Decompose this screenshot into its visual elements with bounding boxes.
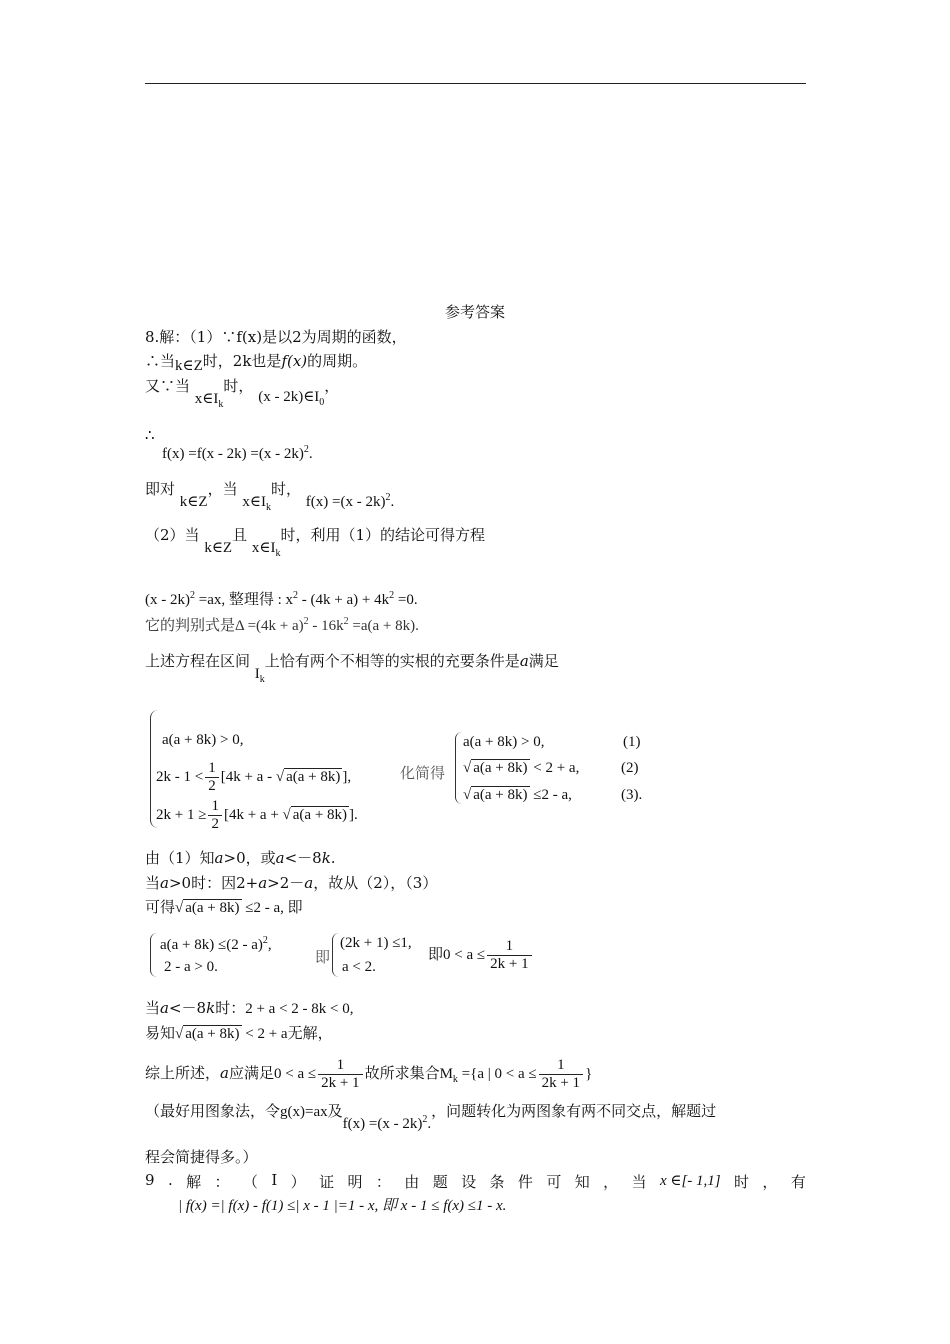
text: 及 bbox=[327, 1102, 343, 1120]
q9-token: 条 bbox=[489, 1173, 505, 1191]
sub: k bbox=[218, 399, 224, 410]
math: 2 + a < 2 - 8k < 0, bbox=[245, 1001, 354, 1017]
denominator: 2 bbox=[208, 778, 216, 795]
math: , bbox=[267, 937, 272, 953]
sub: k bbox=[452, 1074, 458, 1085]
text: 满足 bbox=[528, 652, 559, 670]
math: =ax, 整理得 : x bbox=[195, 592, 294, 608]
text: 即对 bbox=[145, 480, 176, 498]
text: 时，利用（1）的结论可得方程 bbox=[280, 526, 486, 544]
text: ，故从（2），（3） bbox=[313, 874, 438, 892]
sys2-row-2: √ a(a + 8k) < 2 + a, bbox=[463, 760, 580, 776]
sys4-row-1: (2k + 1) ≤1, bbox=[340, 935, 412, 951]
text: ， bbox=[324, 377, 340, 395]
math: < 2 + a bbox=[241, 1026, 288, 1042]
text: 又∵当 bbox=[145, 377, 191, 395]
math: 2k - 1 < bbox=[156, 769, 204, 785]
numerator: 1 bbox=[487, 938, 531, 956]
sqrt-content: a(a + 8k) bbox=[185, 900, 240, 916]
q9-token: 解 bbox=[186, 1173, 202, 1191]
q9-token: 证 bbox=[319, 1173, 335, 1191]
sqrt-content: a(a + 8k) bbox=[286, 769, 341, 785]
q9-token: ， bbox=[603, 1173, 619, 1191]
q9-token: ， bbox=[762, 1173, 778, 1191]
q8-line-5 bbox=[145, 476, 395, 513]
math: < 2 + a, bbox=[533, 760, 580, 776]
text: 无解， bbox=[287, 1024, 333, 1042]
q8-line-8 bbox=[145, 612, 419, 636]
sup: 2 bbox=[190, 590, 195, 601]
math-a: a bbox=[304, 874, 314, 892]
text: 综上所述， bbox=[145, 1064, 221, 1082]
sub: k bbox=[275, 548, 281, 559]
text: 当 bbox=[145, 874, 161, 892]
left-brace bbox=[150, 933, 157, 977]
math-k-in-z: k∈Z bbox=[175, 358, 203, 374]
sys1-row-3: 2k + 1 ≥ $\frac{1}{2}$ [4k + a + √ a(a + 8k) ]. bbox=[156, 798, 358, 833]
q9-line-1 bbox=[145, 1171, 806, 1192]
text: 上恰有两个不相等的实根的充要条件是 bbox=[264, 652, 520, 670]
fraction-half bbox=[208, 798, 222, 833]
text: ∴当 bbox=[145, 352, 176, 370]
math-fx: f(x) bbox=[281, 352, 308, 370]
sup: 2 bbox=[422, 1114, 428, 1125]
math-x-in-ik bbox=[194, 391, 224, 410]
math: - 16k bbox=[308, 618, 344, 634]
q9-token: Ⅰ bbox=[271, 1171, 278, 1189]
math: ≤2 - a, bbox=[533, 787, 572, 803]
q9-token: ： bbox=[214, 1173, 230, 1191]
math: . bbox=[308, 446, 313, 462]
q8-line-14: 易知√ a(a + 8k) < 2 + a无解， bbox=[145, 1024, 333, 1042]
q8-line-10 bbox=[145, 848, 336, 868]
math: - (4k + a) + 4k bbox=[298, 592, 390, 608]
sub: k bbox=[259, 674, 265, 685]
text: >0，或 bbox=[223, 849, 276, 867]
header-rule bbox=[145, 83, 806, 84]
math: ≤2 - a, 即 bbox=[241, 900, 303, 916]
math: x∈I bbox=[251, 540, 276, 556]
q9-line-2: | f(x) =| f(x) - f(1) ≤| x - 1 |=1 - x, 即 x - 1 ≤ f(x) ≤1 - x. bbox=[178, 1198, 507, 1214]
fraction bbox=[318, 1057, 362, 1092]
sys1-row-1: a(a + 8k) > 0, bbox=[162, 732, 244, 748]
sys2-row-3: √ a(a + 8k) ≤2 - a, bbox=[463, 787, 572, 803]
text: 应满足 bbox=[228, 1064, 274, 1082]
math: =0. bbox=[394, 592, 418, 608]
math: 即0 < a ≤ bbox=[428, 946, 486, 963]
text: 由（1）知 bbox=[145, 849, 215, 867]
text: （最好用图象法，令 bbox=[145, 1102, 281, 1120]
denominator: 2k + 1 bbox=[490, 956, 529, 972]
q9-token: ） bbox=[290, 1173, 306, 1191]
simplify-label: 化简得 bbox=[400, 764, 446, 782]
fraction bbox=[487, 938, 531, 973]
q9-token: 题 bbox=[432, 1173, 448, 1191]
numerator: 1 bbox=[539, 1057, 583, 1075]
math: x∈I bbox=[242, 494, 266, 510]
text: 可得 bbox=[145, 898, 176, 916]
q8-line-17: 程会简捷得多。） bbox=[145, 1148, 258, 1166]
math: (x - 2k)∈I bbox=[258, 389, 320, 405]
denominator: 2k + 1 bbox=[541, 1074, 581, 1091]
sup: 2 bbox=[385, 492, 391, 503]
q9-token: 知 bbox=[574, 1173, 590, 1191]
fraction-half bbox=[205, 760, 219, 795]
q8-line-6 bbox=[145, 525, 486, 559]
sqrt-content: a(a + 8k) bbox=[292, 807, 348, 823]
page-title: 参考答案 bbox=[444, 303, 505, 321]
math-k-in-z: k∈Z bbox=[204, 540, 233, 556]
q8-line-1: 8.解：（1）∵f(x)是以2为周期的函数， bbox=[145, 328, 407, 346]
text: 时， bbox=[223, 377, 254, 395]
math-k: k bbox=[206, 999, 216, 1017]
math-a: a bbox=[160, 999, 169, 1017]
sys3-row-1 bbox=[160, 935, 272, 954]
q9-token: （ bbox=[242, 1173, 258, 1191]
text: 易知 bbox=[145, 1024, 176, 1042]
ji-label: 即 bbox=[315, 948, 331, 966]
q9-token: 9 bbox=[145, 1171, 155, 1189]
math: f(x) =(x - 2k) bbox=[305, 494, 386, 510]
q9-token: 明 bbox=[347, 1173, 363, 1191]
q9-token: 件 bbox=[517, 1173, 533, 1191]
text: <－8 bbox=[284, 849, 322, 867]
math-fx-eq bbox=[343, 1116, 431, 1132]
math: ], bbox=[342, 769, 352, 785]
q8-line-11 bbox=[145, 873, 437, 893]
math: 它的判别式是Δ =(4k + a) bbox=[145, 618, 304, 634]
fraction bbox=[539, 1057, 583, 1092]
text: 当 bbox=[145, 999, 161, 1017]
text: >0时：因2+ bbox=[168, 874, 259, 892]
math-a: a bbox=[214, 849, 224, 867]
eq-tag-3: (3). bbox=[621, 787, 643, 803]
sup: 2 bbox=[293, 590, 299, 601]
q8-line-7 bbox=[145, 586, 418, 610]
q8-line-12: 可得√ a(a + 8k) ≤2 - a, 即 bbox=[145, 898, 303, 916]
sys4-row-2: a < 2. bbox=[342, 959, 376, 975]
math: . bbox=[390, 494, 395, 510]
sqrt-content: a(a + 8k) bbox=[473, 760, 528, 776]
eq-tag-1: (1) bbox=[623, 734, 641, 750]
q9-token: 设 bbox=[461, 1173, 477, 1191]
sup: 2 bbox=[303, 616, 309, 627]
text: 的周期。 bbox=[307, 352, 368, 370]
math-a: a bbox=[275, 849, 285, 867]
text: <－8 bbox=[168, 999, 207, 1017]
sys3-row-2: 2 - a > 0. bbox=[164, 959, 218, 975]
q9-token: 当 bbox=[631, 1173, 647, 1191]
math: x∈I bbox=[194, 391, 219, 407]
sup: 2 bbox=[303, 444, 309, 455]
math-a: a bbox=[160, 874, 169, 892]
sqrt-content: a(a + 8k) bbox=[185, 1026, 240, 1042]
math: (x - 2k) bbox=[145, 592, 190, 608]
text: ，问题转化为两图象有两不同交点，解题过 bbox=[431, 1102, 717, 1120]
q9-token: 由 bbox=[404, 1173, 420, 1191]
q8-line-4 bbox=[145, 425, 155, 445]
q9-token: 时 bbox=[734, 1173, 750, 1191]
text: 时， bbox=[270, 480, 301, 498]
math: M bbox=[439, 1066, 453, 1082]
q9-token: x ∈[- 1,1] bbox=[659, 1173, 721, 1189]
numerator: 1 bbox=[205, 760, 219, 778]
eq-tag-2: (2) bbox=[621, 760, 639, 776]
text: 且 bbox=[232, 526, 248, 544]
math-ik bbox=[254, 666, 265, 685]
sys2-row-1: a(a + 8k) > 0, bbox=[463, 734, 545, 750]
sup: 2 bbox=[343, 616, 349, 627]
math: [4k + a + bbox=[223, 807, 279, 823]
math: f(x) =(x - 2k) bbox=[342, 1116, 423, 1132]
sup: 2 bbox=[262, 935, 268, 946]
q8-line-3 bbox=[145, 376, 340, 410]
q9-token: ： bbox=[375, 1173, 391, 1191]
math-a: a bbox=[258, 874, 268, 892]
math-x-in-ik bbox=[242, 494, 271, 513]
q9-token: 可 bbox=[546, 1173, 562, 1191]
math-a: a bbox=[220, 1064, 229, 1082]
text: 时： bbox=[215, 999, 246, 1017]
math: [4k + a - bbox=[220, 769, 273, 785]
text: . bbox=[330, 849, 336, 867]
denominator: 2 bbox=[211, 816, 219, 833]
sqrt-content: a(a + 8k) bbox=[473, 787, 528, 803]
math: } bbox=[585, 1066, 593, 1082]
text: >2－ bbox=[267, 874, 305, 892]
q8-line-13 bbox=[145, 998, 353, 1019]
math-x-in-ik bbox=[251, 540, 281, 559]
math: 2k + 1 ≥ bbox=[156, 807, 207, 823]
text: 时，2k也是 bbox=[202, 352, 282, 370]
numerator: 1 bbox=[318, 1057, 362, 1075]
sys1-row-2: 2k - 1 < $\frac{1}{2}$ [4k + a - √ a(a + 8k) ], bbox=[156, 760, 352, 795]
ji2-result bbox=[428, 938, 534, 973]
math: 0 < a ≤ bbox=[273, 1066, 317, 1082]
sub: k bbox=[265, 502, 271, 513]
math: a(a + 8k) ≤(2 - a) bbox=[160, 937, 263, 953]
sub: 0 bbox=[319, 397, 325, 408]
q8-line-9 bbox=[145, 651, 559, 685]
math: =a(a + 8k). bbox=[348, 618, 419, 634]
therefore: ∴ bbox=[145, 426, 155, 444]
q9-token: . bbox=[167, 1171, 173, 1189]
math: I bbox=[254, 666, 260, 682]
q8-line-16 bbox=[145, 1098, 717, 1132]
math-a: a bbox=[519, 652, 529, 670]
math: ]. bbox=[349, 807, 358, 823]
math-k: k bbox=[321, 849, 331, 867]
q8-line-15 bbox=[145, 1055, 592, 1098]
text: 上述方程在区间 bbox=[145, 652, 251, 670]
math: g(x)=ax bbox=[280, 1104, 328, 1120]
sup: 2 bbox=[389, 590, 395, 601]
left-brace bbox=[332, 933, 339, 977]
q8-eq-fx bbox=[162, 440, 313, 464]
math-x-2k-in-i0 bbox=[258, 389, 325, 408]
left-brace bbox=[455, 732, 462, 804]
math-k-in-z: k∈Z bbox=[179, 494, 208, 510]
q8-line-2 bbox=[145, 351, 367, 372]
text: ，当 bbox=[207, 480, 238, 498]
numerator: 1 bbox=[208, 798, 222, 816]
denominator: 2k + 1 bbox=[321, 1074, 360, 1091]
text: 故所求集合 bbox=[364, 1064, 440, 1082]
q9-token: 有 bbox=[790, 1173, 806, 1191]
math: . bbox=[427, 1116, 432, 1132]
math: ={a | 0 < a ≤ bbox=[457, 1066, 537, 1082]
math-fx-eq bbox=[306, 494, 394, 510]
text: （2）当 bbox=[145, 526, 200, 544]
math: f(x) =f(x - 2k) =(x - 2k) bbox=[162, 446, 304, 462]
